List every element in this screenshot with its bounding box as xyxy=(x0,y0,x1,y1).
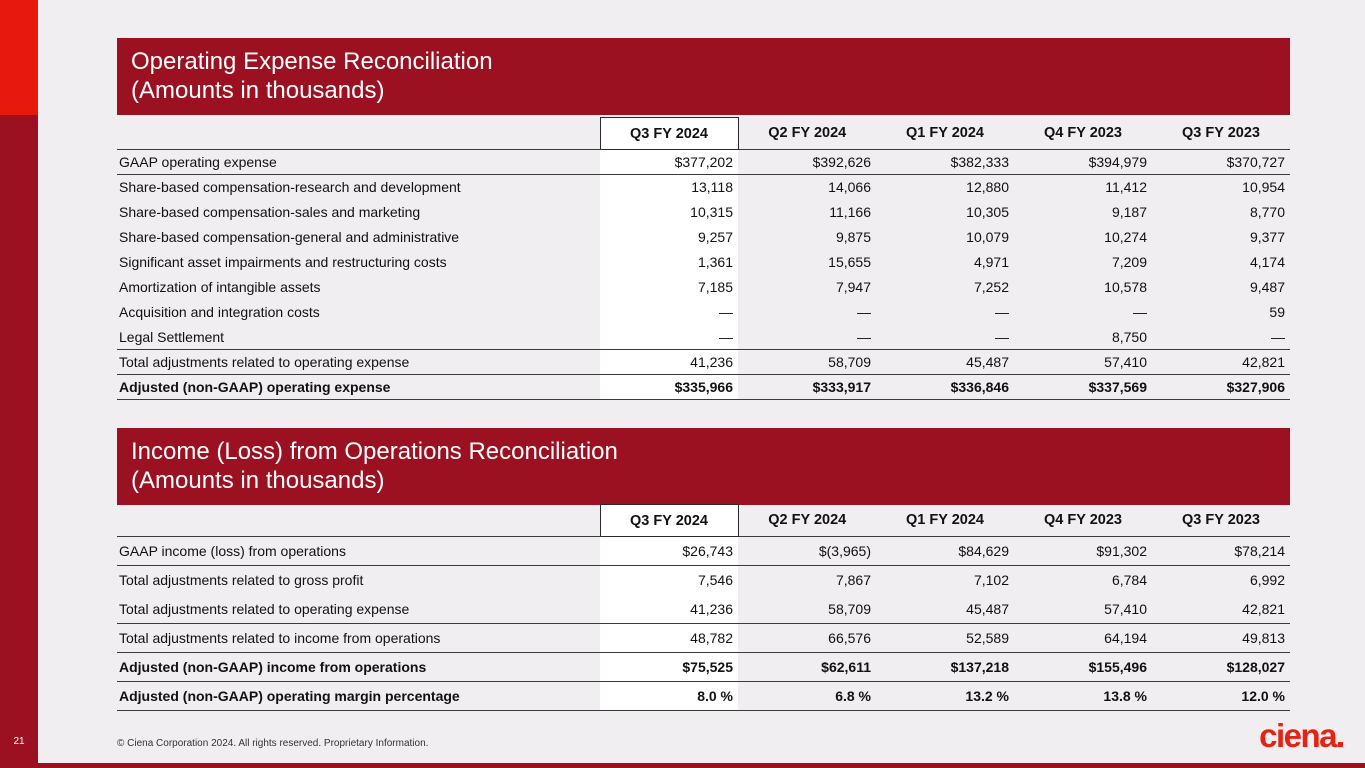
column-header: Q2 FY 2024 xyxy=(738,505,876,537)
column-header: Q4 FY 2023 xyxy=(1014,505,1152,537)
cell-value: 4,174 xyxy=(1249,254,1285,270)
row-label: Significant asset impairments and restructuring costs xyxy=(119,254,447,270)
row-label: GAAP operating expense xyxy=(117,150,600,175)
column-header: Q3 FY 2024 xyxy=(600,505,738,537)
table-row xyxy=(117,653,1290,682)
cell-value: 7,947 xyxy=(835,279,871,295)
cell-value: $382,333 xyxy=(876,150,1014,175)
cell-value: $392,626 xyxy=(738,150,876,175)
table-row xyxy=(117,682,1290,711)
cell-value: $335,966 xyxy=(600,375,738,400)
cell-value: 15,655 xyxy=(828,254,871,270)
table-row xyxy=(117,537,1290,566)
row-label: Legal Settlement xyxy=(119,328,225,345)
cell-value: 12.0 % xyxy=(1152,682,1290,711)
cell-value: $137,218 xyxy=(876,653,1014,682)
section-subtitle: (Amounts in thousands) xyxy=(131,467,385,494)
cell-value: $62,611 xyxy=(738,653,876,682)
cell-value: 8,750 xyxy=(1111,328,1147,345)
row-label: Total adjustments related to operating expense xyxy=(119,600,410,617)
cell-value: 41,236 xyxy=(600,595,738,624)
cell-value: 45,487 xyxy=(876,350,1014,375)
row-label: Acquisition and integration costs xyxy=(119,304,320,320)
operating-expense-table xyxy=(117,117,1290,400)
column-header: Q2 FY 2024 xyxy=(738,118,876,150)
page-number: 21 xyxy=(13,736,25,747)
row-label: Share-based compensation-sales and marketing xyxy=(119,204,421,220)
cell-value: 14,066 xyxy=(828,179,871,196)
cell-value: — xyxy=(995,304,1009,320)
cell-value: 8,770 xyxy=(1249,204,1285,220)
cell-value: 10,954 xyxy=(1242,179,1285,196)
column-header: Q3 FY 2023 xyxy=(1152,505,1290,537)
cell-value: $26,743 xyxy=(600,537,738,566)
cell-value: 10,578 xyxy=(1104,279,1147,295)
cell-value: 8.0 % xyxy=(600,682,738,711)
cell-value: $128,027 xyxy=(1152,653,1290,682)
row-label-header xyxy=(117,118,600,150)
cell-value: 9,187 xyxy=(1111,204,1147,220)
cell-value: 11,166 xyxy=(829,204,871,220)
cell-value: $370,727 xyxy=(1152,150,1290,175)
table-row xyxy=(117,566,1290,595)
row-label-header xyxy=(117,505,600,537)
cell-value: $155,496 xyxy=(1014,653,1152,682)
cell-value: 7,209 xyxy=(1111,254,1147,270)
cell-value: 9,377 xyxy=(1249,229,1285,245)
cell-value: 52,589 xyxy=(876,624,1014,653)
column-header: Q1 FY 2024 xyxy=(876,505,1014,537)
cell-value: 10,305 xyxy=(966,204,1009,220)
income-from-operations-banner xyxy=(117,428,1290,505)
left-accent-bar-dark xyxy=(0,115,38,768)
cell-value: 13,118 xyxy=(600,175,738,200)
cell-value: — xyxy=(857,304,871,320)
cell-value: 58,709 xyxy=(738,350,876,375)
cell-value: $394,979 xyxy=(1014,150,1152,175)
row-label: Total adjustments related to gross profit xyxy=(119,572,364,589)
table-row xyxy=(117,175,1290,200)
column-header: Q1 FY 2024 xyxy=(876,118,1014,150)
cell-value: — xyxy=(857,328,871,345)
cell-value: $333,917 xyxy=(738,375,876,400)
table-row xyxy=(117,200,1290,225)
table-row xyxy=(117,225,1290,250)
cell-value: $91,302 xyxy=(1014,537,1152,566)
ciena-logo-text: ciena xyxy=(1259,717,1336,754)
cell-value: $78,214 xyxy=(1152,537,1290,566)
cell-value: 7,102 xyxy=(973,572,1009,589)
row-label: Adjusted (non-GAAP) income from operations xyxy=(117,653,600,682)
table-row xyxy=(117,325,1290,350)
copyright-text: © Ciena Corporation 2024. All rights reserved. Proprietary Information. xyxy=(117,738,429,749)
cell-value: — xyxy=(600,325,738,350)
table-row xyxy=(117,300,1290,325)
cell-value: — xyxy=(1271,328,1285,345)
logo-dot-icon xyxy=(1338,742,1343,747)
cell-value: 59 xyxy=(1269,304,1285,320)
cell-value: 45,487 xyxy=(966,600,1009,617)
cell-value: 41,236 xyxy=(600,350,738,375)
row-label: Adjusted (non-GAAP) operating margin percentage xyxy=(117,682,600,711)
cell-value: 11,412 xyxy=(1105,179,1147,196)
cell-value: 7,185 xyxy=(600,275,738,300)
row-label: Total adjustments related to operating expense xyxy=(117,350,600,375)
cell-value: 64,194 xyxy=(1014,624,1152,653)
cell-value: 4,971 xyxy=(973,254,1009,270)
cell-value: 10,079 xyxy=(966,229,1009,245)
row-label: GAAP income (loss) from operations xyxy=(117,537,600,566)
column-header: Q3 FY 2023 xyxy=(1152,118,1290,150)
cell-value: 9,487 xyxy=(1249,279,1285,295)
table-row xyxy=(117,350,1290,375)
cell-value: 1,361 xyxy=(600,250,738,275)
operating-expense-banner xyxy=(117,38,1290,115)
left-accent-bar-bright xyxy=(0,0,38,115)
cell-value: 48,782 xyxy=(600,624,738,653)
column-header: Q4 FY 2023 xyxy=(1014,118,1152,150)
cell-value: $84,629 xyxy=(876,537,1014,566)
cell-value: 7,867 xyxy=(835,572,871,589)
row-label: Adjusted (non-GAAP) operating expense xyxy=(117,375,600,400)
ciena-logo xyxy=(1259,719,1343,752)
row-label: Total adjustments related to income from operations xyxy=(117,624,600,653)
cell-value: 7,546 xyxy=(600,566,738,595)
table-row xyxy=(117,275,1290,300)
table-row xyxy=(117,375,1290,400)
section-title: Operating Expense Reconciliation xyxy=(131,48,493,75)
table-row xyxy=(117,595,1290,624)
cell-value: 13.8 % xyxy=(1014,682,1152,711)
cell-value: 58,709 xyxy=(828,600,871,617)
cell-value: $337,569 xyxy=(1014,375,1152,400)
column-header: Q3 FY 2024 xyxy=(600,118,738,150)
section-title: Income (Loss) from Operations Reconciliation xyxy=(131,438,618,465)
cell-value: 10,274 xyxy=(1104,229,1147,245)
cell-value: 42,821 xyxy=(1242,600,1285,617)
cell-value: — xyxy=(1133,304,1147,320)
table-row xyxy=(117,624,1290,653)
row-label: Share-based compensation-general and administrative xyxy=(119,229,460,245)
cell-value: $377,202 xyxy=(600,150,738,175)
cell-value: 49,813 xyxy=(1152,624,1290,653)
cell-value: — xyxy=(995,328,1009,345)
table-row xyxy=(117,150,1290,175)
row-label: Share-based compensation-research and development xyxy=(119,179,461,196)
section-subtitle: (Amounts in thousands) xyxy=(131,77,385,104)
cell-value: 13.2 % xyxy=(876,682,1014,711)
cell-value: 10,315 xyxy=(600,200,738,225)
cell-value: 57,410 xyxy=(1104,600,1147,617)
cell-value: 9,875 xyxy=(835,229,871,245)
cell-value: 7,252 xyxy=(973,279,1009,295)
cell-value: $327,906 xyxy=(1152,375,1290,400)
cell-value: 66,576 xyxy=(738,624,876,653)
cell-value: 9,257 xyxy=(600,225,738,250)
row-label: Amortization of intangible assets xyxy=(119,279,321,295)
cell-value: — xyxy=(600,300,738,325)
cell-value: $75,525 xyxy=(600,653,738,682)
cell-value: $336,846 xyxy=(876,375,1014,400)
bottom-accent-strip xyxy=(0,763,1365,768)
income-from-operations-table xyxy=(117,504,1290,711)
cell-value: 42,821 xyxy=(1152,350,1290,375)
cell-value: 6,784 xyxy=(1111,572,1147,589)
cell-value: 6,992 xyxy=(1249,572,1285,589)
table-row xyxy=(117,250,1290,275)
cell-value: 57,410 xyxy=(1014,350,1152,375)
cell-value: 12,880 xyxy=(966,179,1009,196)
cell-value: $(3,965) xyxy=(738,537,876,566)
cell-value: 6.8 % xyxy=(738,682,876,711)
